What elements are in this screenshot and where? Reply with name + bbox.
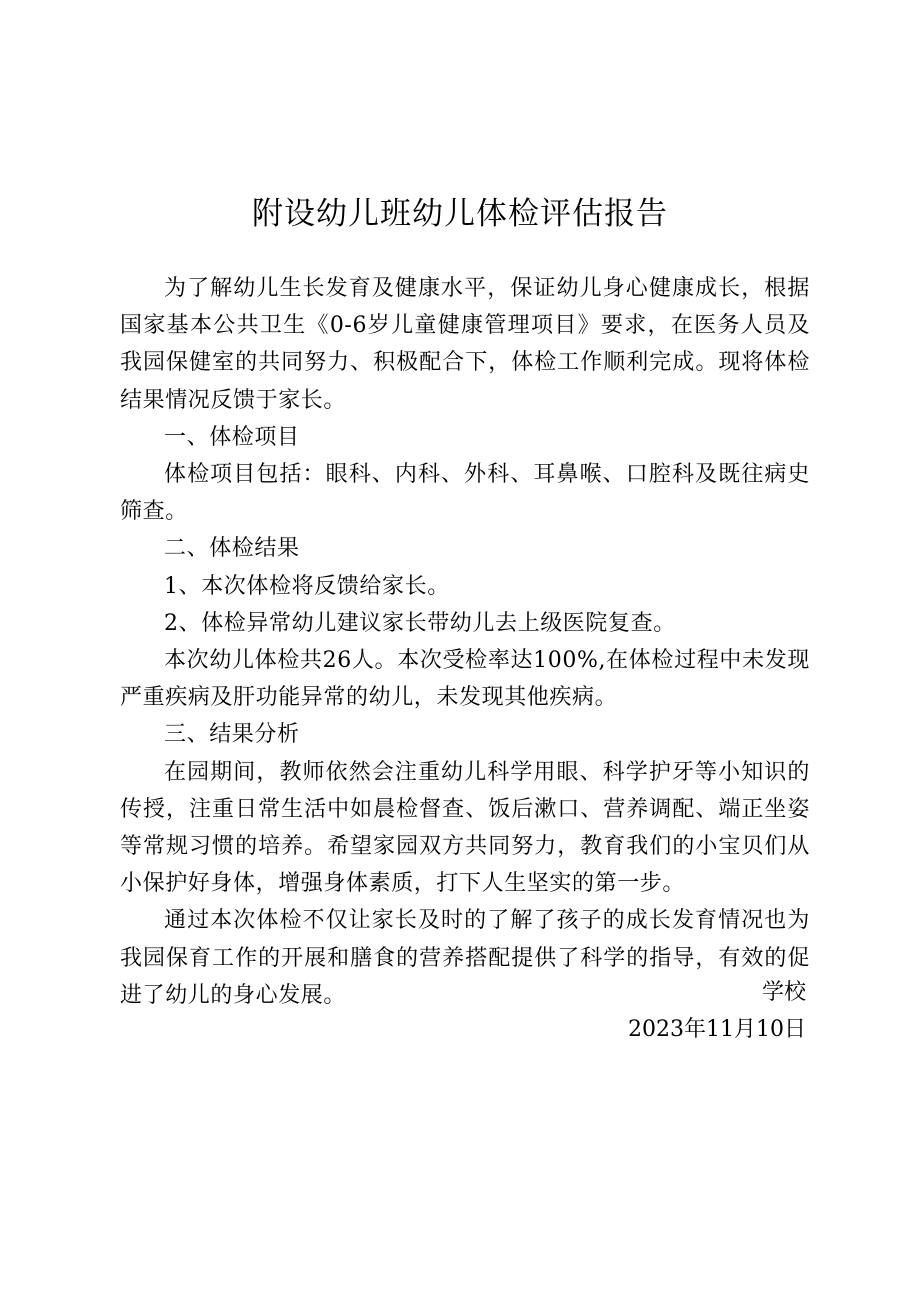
intro-paragraph: 为了解幼儿生长发育及健康水平，保证幼儿身心健康成长，根据国家基本公共卫生《0-6岁儿童健康管理项目》要求，在医务人员及我园保健室的共同努力、积极配合下，体检工作顺利完成。现将体检结果情况反馈于家长。 xyxy=(120,276,810,413)
signature-date: 2023年11月10日 xyxy=(628,1017,806,1042)
result-item-2: 2、体检异常幼儿建议家长带幼儿去上级医院复查。 xyxy=(164,610,676,636)
document-body xyxy=(120,270,810,1014)
signature-organization: 学校 xyxy=(761,980,806,1005)
result-summary-paragraph: 本次幼儿体检共26人。本次受检率达100%,在体检过程中未发现严重疾病及肝功能异常的幼儿，未发现其他疾病。 xyxy=(120,648,810,711)
document-title: 附设幼儿班幼儿体检评估报告 xyxy=(252,196,668,232)
result-item-1: 1、本次体检将反馈给家长。 xyxy=(164,573,450,599)
exam-items-paragraph: 体检项目包括：眼科、内科、外科、耳鼻喉、口腔科及既往病史筛查。 xyxy=(120,462,810,525)
section-heading-analysis: 三、结果分析 xyxy=(164,722,300,748)
conclusion-paragraph: 通过本次体检不仅让家长及时的了解了孩子的成长发育情况也为我园保育工作的开展和膳食的营养搭配提供了科学的指导，有效的促进了幼儿的身心发展。 xyxy=(120,908,810,1008)
section-heading-exam-results: 二、体检结果 xyxy=(164,536,300,562)
signature-block xyxy=(628,974,806,1048)
analysis-paragraph: 在园期间，教师依然会注重幼儿科学用眼、科学护牙等小知识的传授，注重日常生活中如晨检督查、饭后漱口、营养调配、端正坐姿等常规习惯的培养。希望家园双方共同努力，教育我们的小宝贝们从小保护好身体，增强身体素质，打下人生坚实的第一步。 xyxy=(120,759,810,897)
section-heading-exam-items: 一、体检项目 xyxy=(164,424,300,450)
